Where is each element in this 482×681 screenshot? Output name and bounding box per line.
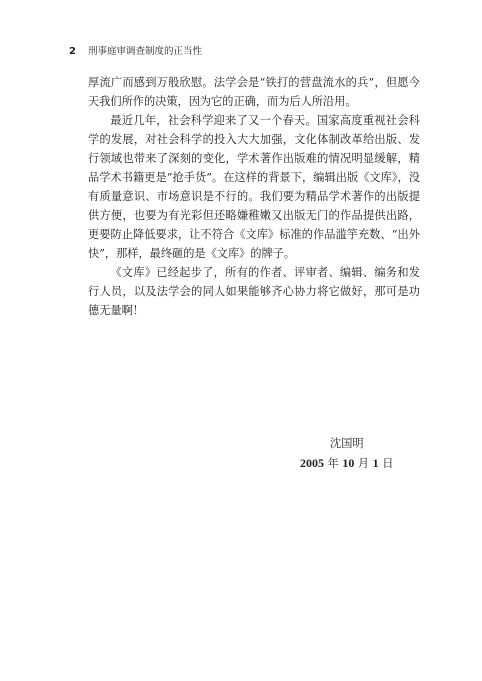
- date-year: 2005: [300, 456, 324, 470]
- paragraph: 《文库》已经起步了，所有的作者、评审者、编辑、编务和发行人员，以及法学会的同人如果能够齐心协力将它做好，那可是功德无量啊！: [88, 266, 420, 317]
- date-day: 1: [372, 456, 379, 470]
- page-number: 2: [69, 46, 76, 57]
- paragraph-continued: 厚流广而感到万般欣慰。法学会是“铁打的营盘流水的兵”，但愿今天我们所作的决策，因为它的正确，而为后人所沿用。: [88, 76, 420, 108]
- signature-date: [300, 454, 393, 473]
- running-title: 刑事庭审调查制度的正当性: [87, 46, 202, 57]
- paragraph: 最近几年，社会科学迎来了又一个春天。国家高度重视社会科学的发展，对社会科学的投入大大加强，文化体制改革给出版、发行领域也带来了深刻的变化，学术著作出版难的情况明显缓解，精品学术书籍更是“抢手货”。在这样的背景下，编辑出版《文库》，没有质量意识、市场意识是不行的。我们要为精品学术著作的出版提供方便，也要为有光彩但还略嫌稚嫩又出版无门的作品提供出路，更要防止降低要求，让不符合《文库》标准的作品滥竽充数、“出外快”，那样，最终砸的是《文库》的牌子。: [88, 114, 420, 260]
- date-month: 10: [342, 456, 355, 470]
- author-signature: 沈国明: [330, 437, 364, 450]
- date-year-unit: 年: [327, 457, 339, 470]
- body-text: [88, 73, 420, 320]
- page-header: [69, 45, 202, 59]
- date-month-unit: 月: [357, 457, 370, 470]
- date-day-unit: 日: [382, 457, 394, 470]
